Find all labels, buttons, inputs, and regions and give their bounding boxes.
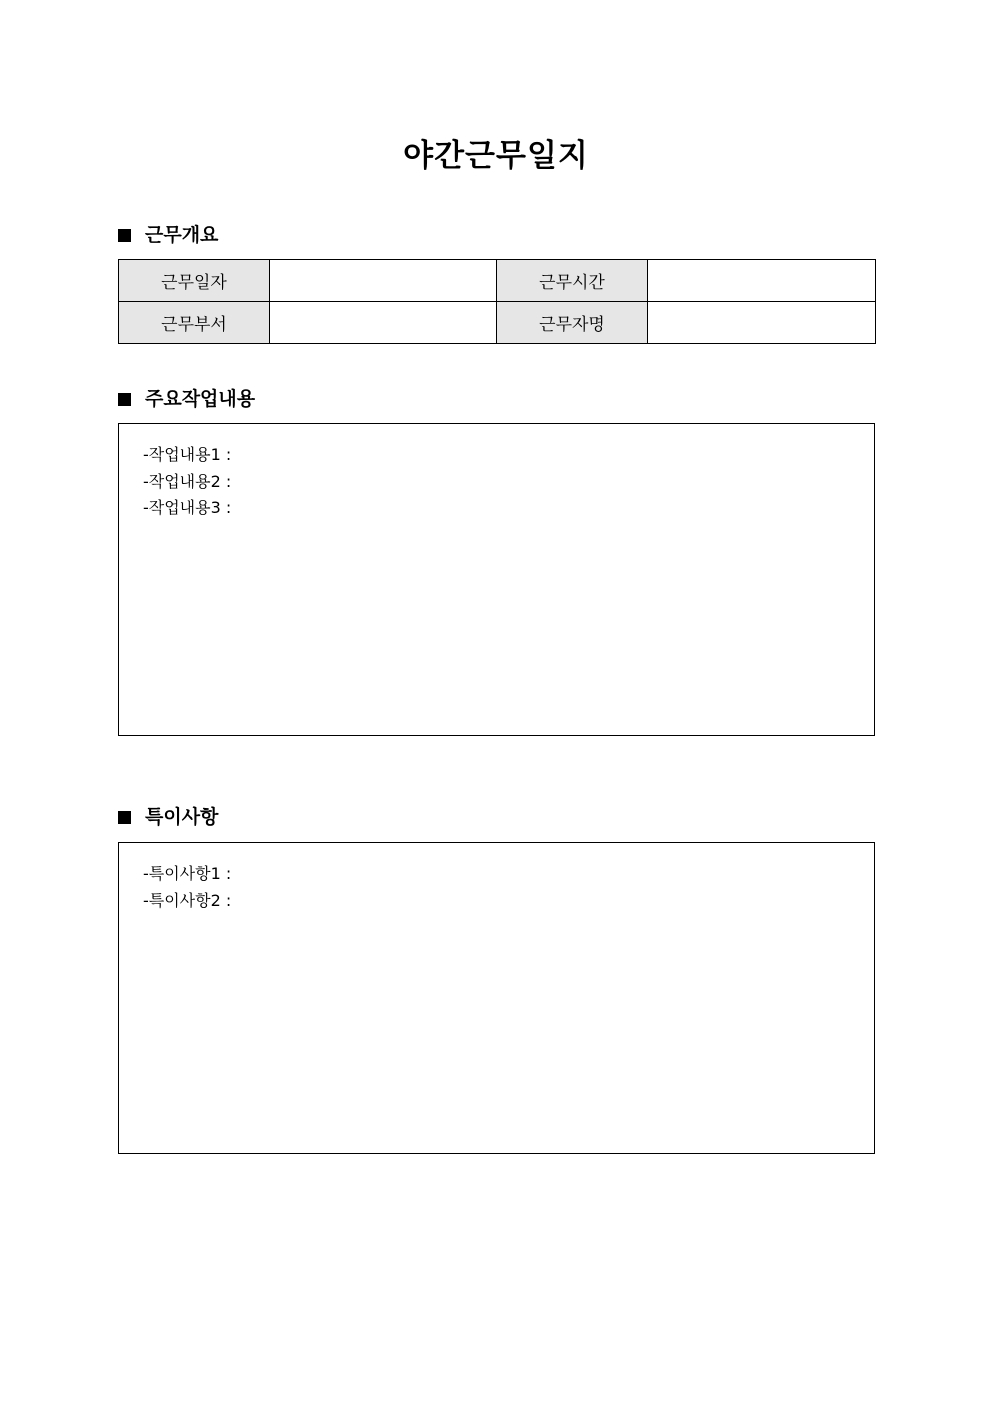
notes-content-box[interactable] [118,842,875,1154]
work-date-label: 근무일자 [119,260,270,302]
black-square-icon [118,229,131,242]
work-time-field[interactable] [648,260,876,302]
department-label: 근무부서 [119,302,270,344]
work-content-box[interactable] [118,423,875,736]
work-heading-label: 주요작업내용 [145,388,256,410]
black-square-icon [118,811,131,824]
work-item-1: -작업내용1 : [143,445,232,464]
black-square-icon [118,393,131,406]
worker-name-field[interactable] [648,302,876,344]
department-field[interactable] [270,302,497,344]
overview-heading [118,222,218,248]
work-item-3: -작업내용3 : [143,498,232,517]
table-row [119,260,876,302]
overview-table [118,259,876,344]
worker-name-label: 근무자명 [497,302,648,344]
work-date-field[interactable] [270,260,497,302]
notes-heading [118,804,218,830]
notes-heading-label: 특이사항 [145,806,219,828]
work-heading [118,386,255,412]
work-item-2: -작업내용2 : [143,471,232,491]
note-item-2: -특이사항2 : [143,890,232,910]
note-item-1: -특이사항1 : [143,864,232,883]
document-title: 야간근무일지 [403,138,589,174]
table-row [119,302,876,344]
overview-heading-label: 근무개요 [145,224,219,246]
work-time-label: 근무시간 [497,260,648,302]
